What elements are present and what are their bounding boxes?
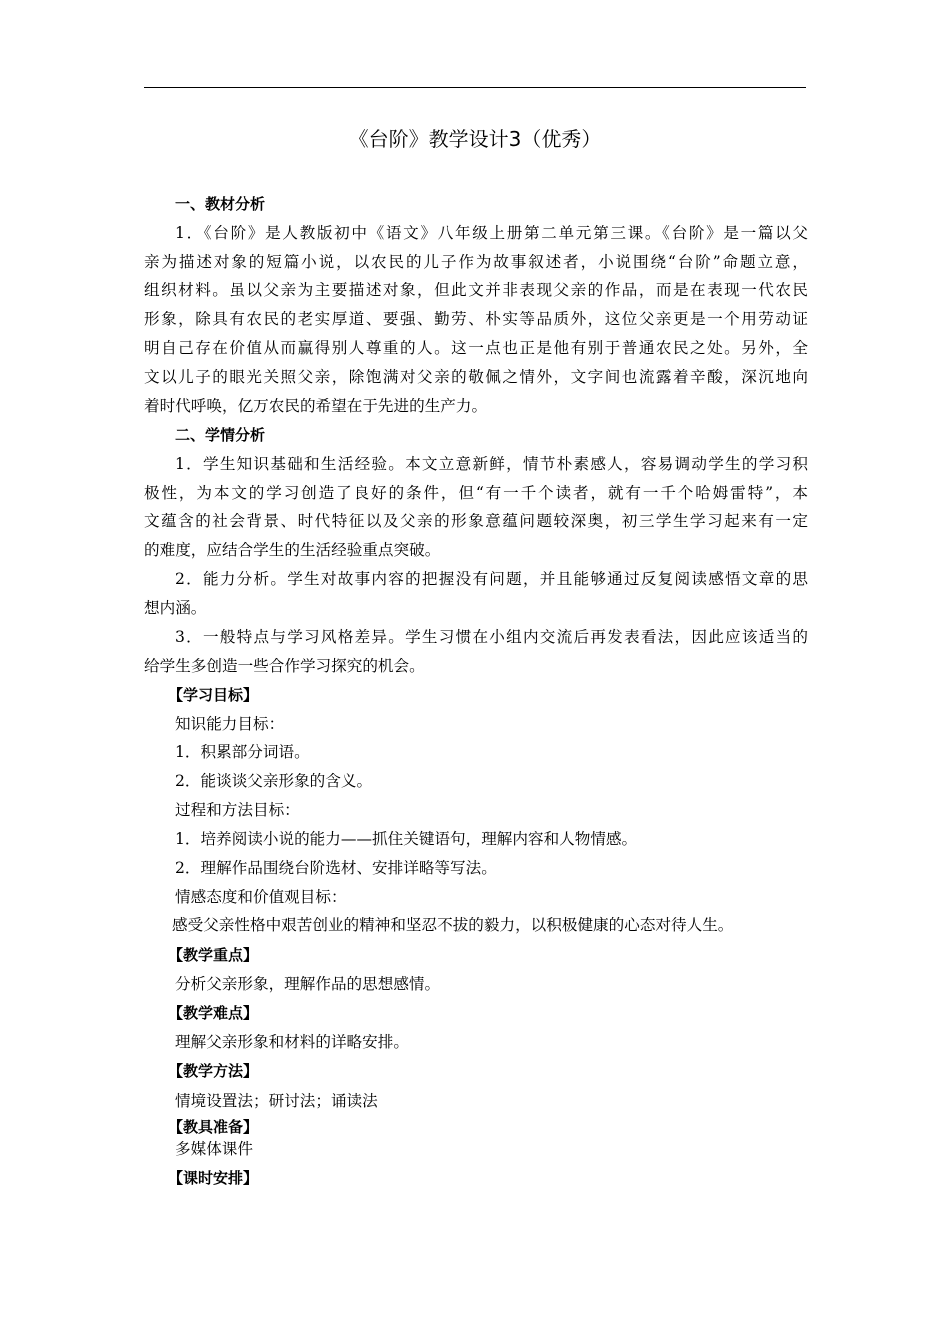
knowledge-goal-item: 2．能谈谈父亲形象的含义。 (175, 772, 373, 790)
process-goal-item: 2．理解作品围绕台阶选材、安排详略等写法。 (175, 859, 497, 877)
methods-text: 情境设置法；研讨法；诵读法 (175, 1092, 378, 1110)
knowledge-goal-item: 1．积累部分词语。 (175, 743, 310, 761)
difficulties-text: 理解父亲形象和材料的详略安排。 (175, 1033, 409, 1051)
paragraph-line: 明自己存在价值从而赢得别人尊重的人。这一点也正是他有别于普通农民之处。另外，全 (144, 339, 808, 357)
paragraph-line: 想内涵。 (144, 599, 207, 617)
document-title: 《台阶》教学设计3（优秀） (348, 127, 602, 151)
learning-goals-heading: 【学习目标】 (168, 686, 259, 704)
difficulties-heading: 【教学难点】 (168, 1004, 259, 1022)
paragraph-line: 的难度，应结合学生的生活经验重点突破。 (144, 541, 441, 559)
emotion-goal-label: 情感态度和价值观目标： (175, 888, 347, 906)
paragraph-line: 给学生多创造一些合作学习探究的机会。 (144, 657, 425, 675)
paragraph-line: 着时代呼唤，亿万农民的希望在于先进的生产力。 (144, 397, 488, 415)
key-points-text: 分析父亲形象，理解作品的思想感情。 (175, 975, 441, 993)
paragraph-line: 形象，除具有农民的老实厚道、要强、勤劳、朴实等品质外，这位父亲更是一个用劳动证 (144, 310, 808, 328)
paragraph-line: 亲为描述对象的短篇小说，以农民的儿子作为故事叙述者，小说围绕“台阶”命题立意， (144, 253, 808, 271)
paragraph-line: 极性，为本文的学习创造了良好的条件，但“有一千个读者，就有一千个哈姆雷特”，本 (144, 484, 808, 502)
paragraph-line: 组织材料。虽以父亲为主要描述对象，但此文并非表现父亲的作品，而是在表现一代农民 (144, 281, 808, 299)
tools-text: 多媒体课件 (175, 1140, 253, 1158)
key-points-heading: 【教学重点】 (168, 946, 259, 964)
knowledge-goal-label: 知识能力目标： (175, 715, 285, 733)
schedule-heading: 【课时安排】 (168, 1169, 259, 1187)
section-heading-student-analysis: 二、学情分析 (175, 426, 266, 444)
paragraph-line: 2．能力分析。学生对故事内容的把握没有问题，并且能够通过反复阅读感悟文章的思 (175, 570, 808, 588)
methods-heading: 【教学方法】 (168, 1062, 259, 1080)
paragraph-line: 文蕴含的社会背景、时代特征以及父亲的形象意蕴问题较深奥，初三学生学习起来有一定 (144, 512, 808, 530)
tools-heading: 【教具准备】 (168, 1118, 259, 1136)
process-goal-item: 1．培养阅读小说的能力——抓住关键语句，理解内容和人物情感。 (175, 830, 638, 848)
header-rule (144, 87, 806, 88)
paragraph-line: 1．《台阶》是人教版初中《语文》八年级上册第二单元第三课。《台阶》是一篇以父 (175, 224, 808, 242)
section-heading-textbook-analysis: 一、教材分析 (175, 195, 266, 213)
paragraph-line: 3．一般特点与学习风格差异。学生习惯在小组内交流后再发表看法，因此应该适当的 (175, 628, 808, 646)
emotion-goal-text: 感受父亲性格中艰苦创业的精神和坚忍不拔的毅力，以积极健康的心态对待人生。 (172, 916, 734, 934)
paragraph-line: 文以儿子的眼光关照父亲，除饱满对父亲的敬佩之情外，文字间也流露着辛酸，深沉地向 (144, 368, 808, 386)
paragraph-line: 1．学生知识基础和生活经验。本文立意新鲜，情节朴素感人，容易调动学生的学习积 (175, 455, 808, 473)
process-goal-label: 过程和方法目标： (175, 801, 300, 819)
